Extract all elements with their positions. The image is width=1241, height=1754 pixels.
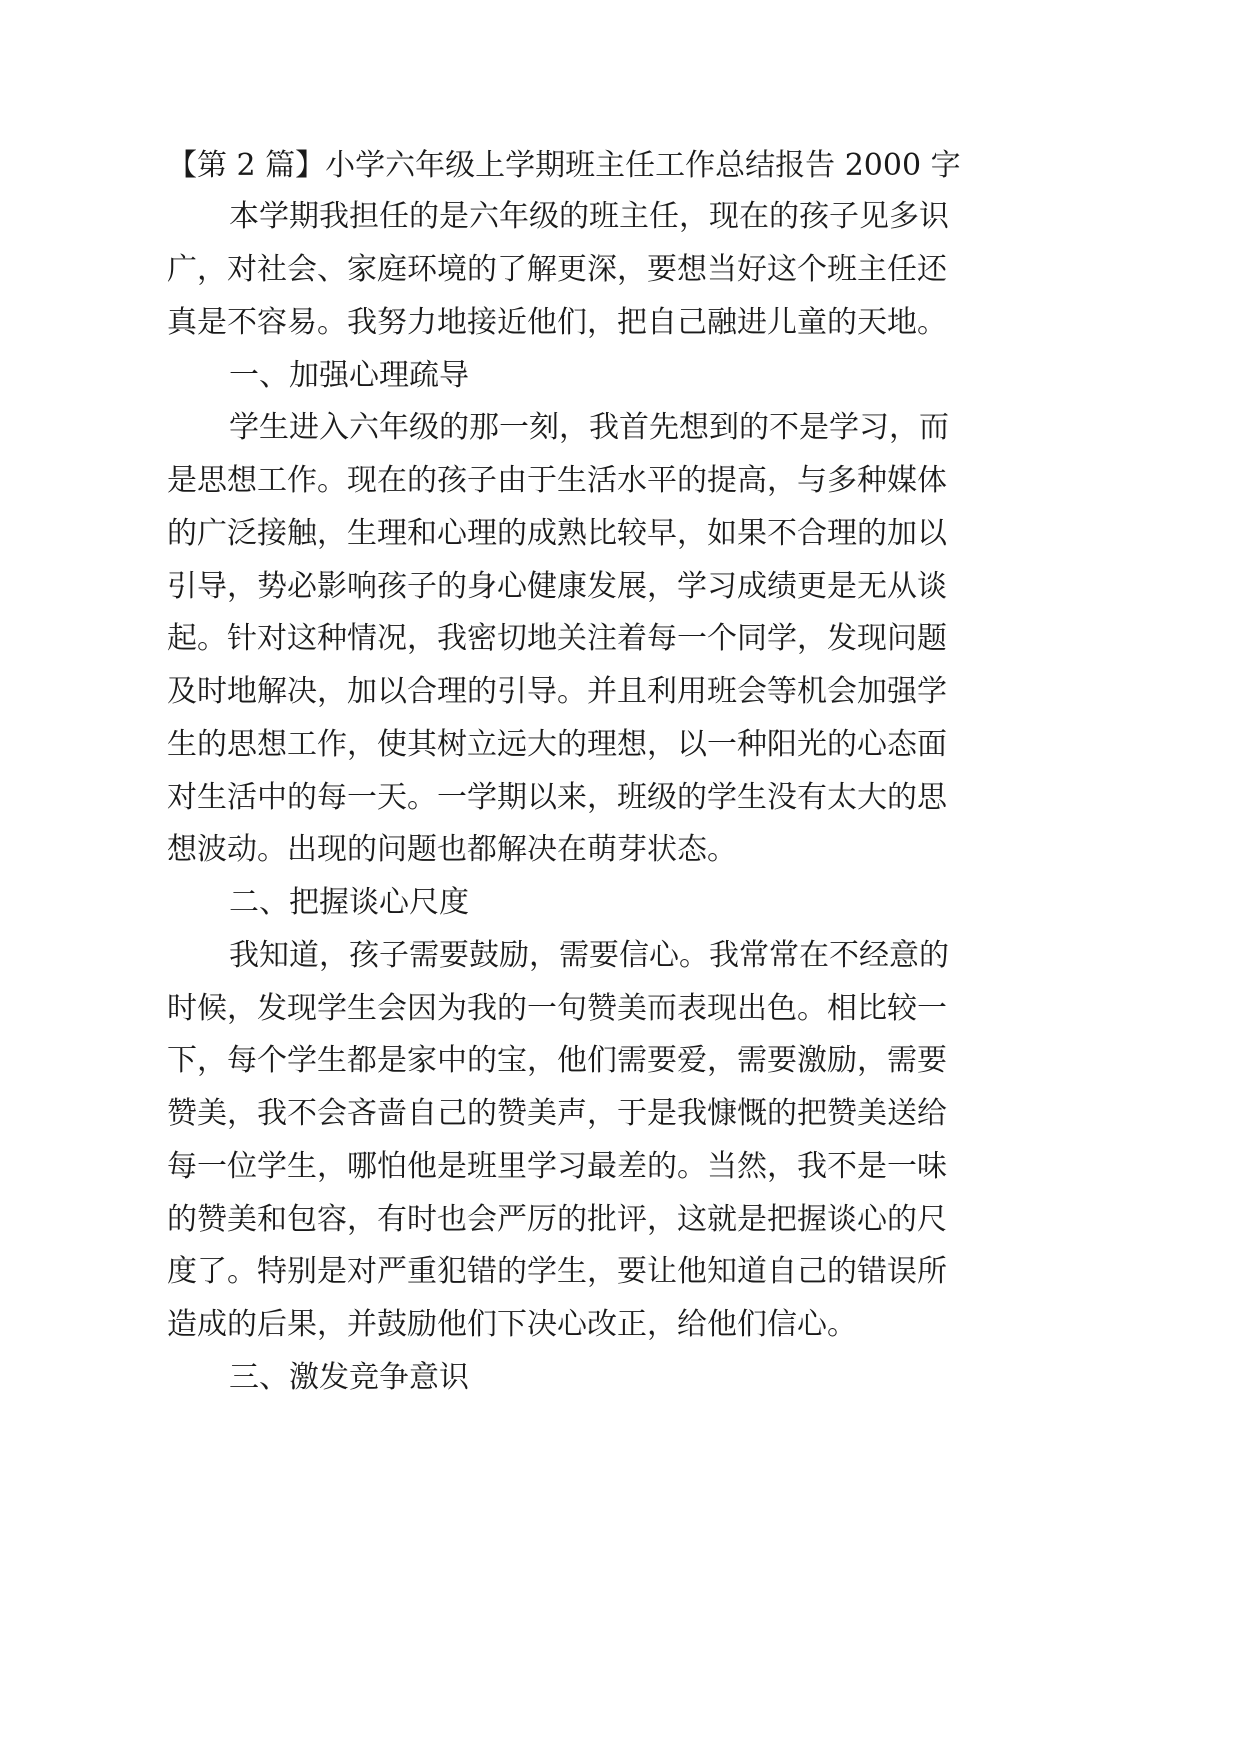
section1-line-3: 的广泛接触，生理和心理的成熟比较早，如果不合理的加以 <box>167 516 947 551</box>
intro-line-1: 本学期我担任的是六年级的班主任，现在的孩子见多识 <box>229 199 949 234</box>
section-heading-3: 三、激发竞争意识 <box>229 1360 469 1395</box>
section-heading-1: 一、加强心理疏导 <box>229 358 469 393</box>
document-title: 【第 2 篇】小学六年级上学期班主任工作总结报告 2000 字 <box>167 148 961 183</box>
section2-line-4: 赞美，我不会吝啬自己的赞美声，于是我慷慨的把赞美送给 <box>167 1096 947 1131</box>
section1-line-8: 对生活中的每一天。一学期以来，班级的学生没有太大的思 <box>167 780 947 815</box>
section1-line-6: 及时地解决，加以合理的引导。并且利用班会等机会加强学 <box>167 674 947 709</box>
section1-line-9: 想波动。出现的问题也都解决在萌芽状态。 <box>167 832 737 867</box>
section2-line-5: 每一位学生，哪怕他是班里学习最差的。当然，我不是一味 <box>167 1149 947 1184</box>
section1-line-4: 引导，势必影响孩子的身心健康发展，学习成绩更是无从谈 <box>167 569 947 604</box>
section2-line-7: 度了。特别是对严重犯错的学生，要让他知道自己的错误所 <box>167 1254 947 1289</box>
section1-line-7: 生的思想工作，使其树立远大的理想，以一种阳光的心态面 <box>167 727 947 762</box>
section2-line-3: 下，每个学生都是家中的宝，他们需要爱，需要激励，需要 <box>167 1043 947 1078</box>
section1-line-5: 起。针对这种情况，我密切地关注着每一个同学，发现问题 <box>167 621 947 656</box>
intro-line-2: 广，对社会、家庭环境的了解更深，要想当好这个班主任还 <box>167 252 947 287</box>
section2-line-1: 我知道，孩子需要鼓励，需要信心。我常常在不经意的 <box>229 938 949 973</box>
section1-line-2: 是思想工作。现在的孩子由于生活水平的提高，与多种媒体 <box>167 463 947 498</box>
section2-line-8: 造成的后果，并鼓励他们下决心改正，给他们信心。 <box>167 1307 857 1342</box>
section-heading-2: 二、把握谈心尺度 <box>229 885 469 920</box>
section2-line-2: 时候，发现学生会因为我的一句赞美而表现出色。相比较一 <box>167 991 947 1026</box>
section1-line-1: 学生进入六年级的那一刻，我首先想到的不是学习，而 <box>229 410 949 445</box>
intro-line-3: 真是不容易。我努力地接近他们，把自己融进儿童的天地。 <box>167 305 947 340</box>
section2-line-6: 的赞美和包容，有时也会严厉的批评，这就是把握谈心的尺 <box>167 1202 947 1237</box>
